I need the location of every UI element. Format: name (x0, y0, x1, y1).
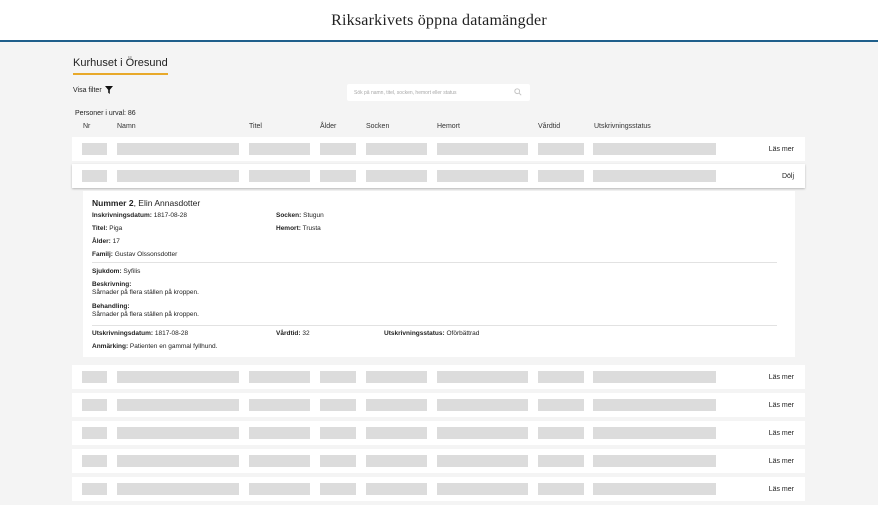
detail-divider (92, 262, 777, 263)
cell-placeholder (117, 143, 239, 155)
utskrivningsdatum-field (92, 330, 188, 337)
column-header-titel[interactable]: Titel (249, 123, 262, 130)
column-header-hemort[interactable]: Hemort (437, 123, 460, 130)
cell-placeholder (437, 143, 528, 155)
site-title: Riksarkivets öppna datamängder (331, 12, 547, 29)
field-label: Familj: (92, 251, 113, 258)
cell-placeholder (437, 170, 528, 182)
utskrivningsstatus-field (384, 330, 479, 337)
cell-placeholder (320, 455, 356, 467)
anmarkning-field (92, 343, 217, 350)
cell-placeholder (593, 399, 716, 411)
cell-placeholder (117, 455, 239, 467)
cell-placeholder (82, 143, 107, 155)
cell-placeholder (437, 455, 528, 467)
field-label: Anmärking: (92, 343, 129, 350)
cell-placeholder (249, 371, 310, 383)
cell-placeholder (249, 483, 310, 495)
behandling-value: Sårnader på flera ställen på kroppen. (92, 311, 199, 318)
familj-field (92, 251, 177, 258)
cell-placeholder (538, 483, 584, 495)
search-box[interactable] (347, 84, 530, 101)
cell-placeholder (593, 483, 716, 495)
cell-placeholder (538, 170, 584, 182)
table-row[interactable] (72, 393, 805, 417)
cell-placeholder (437, 399, 528, 411)
inskrivningsdatum-field (92, 212, 187, 219)
cell-placeholder (366, 455, 427, 467)
read-more-link[interactable]: Läs mer (768, 374, 794, 381)
result-count: Personer i urval: 86 (75, 110, 136, 117)
cell-placeholder (320, 371, 356, 383)
cell-placeholder (82, 483, 107, 495)
cell-placeholder (593, 170, 716, 182)
tab-kurhuset[interactable]: Kurhuset i Öresund (73, 57, 168, 75)
read-more-link[interactable]: Läs mer (768, 430, 794, 437)
cell-placeholder (249, 455, 310, 467)
field-value: Oförbättrad (444, 330, 480, 337)
read-more-link[interactable]: Läs mer (768, 402, 794, 409)
field-label: Inskrivningsdatum: (92, 212, 152, 219)
detail-number: Nummer 2 (92, 198, 134, 208)
cell-placeholder (366, 143, 427, 155)
cell-placeholder (249, 143, 310, 155)
titel-field (92, 225, 122, 232)
field-label: Behandling: (92, 303, 130, 310)
hemort-field (276, 225, 321, 232)
table-row[interactable] (72, 365, 805, 389)
cell-placeholder (249, 170, 310, 182)
table-row[interactable] (72, 137, 805, 161)
cell-placeholder (249, 399, 310, 411)
field-label: Utskrivningsdatum: (92, 330, 154, 337)
cell-placeholder (320, 170, 356, 182)
field-label: Beskrivning: (92, 281, 132, 288)
detail-name: , Elin Annasdotter (133, 198, 201, 208)
patient-detail-panel (83, 191, 795, 357)
sjukdom-field (92, 268, 140, 275)
cell-placeholder (366, 371, 427, 383)
cell-placeholder (82, 371, 107, 383)
field-value: Syfilis (121, 268, 141, 275)
cell-placeholder (437, 427, 528, 439)
field-label: Vårdtid: (276, 330, 301, 337)
read-more-link[interactable]: Läs mer (768, 458, 794, 465)
read-more-link[interactable]: Läs mer (768, 486, 794, 493)
field-value: 1817-08-28 (151, 212, 188, 219)
field-value: Trusta (300, 225, 321, 232)
table-row[interactable] (72, 449, 805, 473)
cell-placeholder (82, 455, 107, 467)
cell-placeholder (320, 143, 356, 155)
field-value: 1817-08-28 (153, 330, 189, 337)
cell-placeholder (117, 427, 239, 439)
alder-field (92, 238, 120, 245)
cell-placeholder (593, 427, 716, 439)
cell-placeholder (82, 170, 107, 182)
beskrivning-value: Sårnader på flera ställen på kroppen. (92, 289, 199, 296)
column-header-socken[interactable]: Socken (366, 123, 390, 130)
table-row[interactable] (72, 421, 805, 445)
cell-placeholder (366, 427, 427, 439)
cell-placeholder (593, 455, 716, 467)
cell-placeholder (366, 399, 427, 411)
cell-placeholder (593, 143, 716, 155)
cell-placeholder (117, 483, 239, 495)
cell-placeholder (82, 427, 107, 439)
cell-placeholder (117, 399, 239, 411)
detail-divider (92, 325, 777, 326)
column-header-vardtid[interactable]: Vårdtid (538, 123, 561, 130)
cell-placeholder (117, 371, 239, 383)
column-header-utskrivningsstatus[interactable]: Utskrivningsstatus (594, 123, 651, 130)
cell-placeholder (320, 483, 356, 495)
show-filter-button[interactable] (73, 86, 113, 94)
field-label: Ålder: (92, 238, 111, 245)
field-label: Hemort: (276, 225, 301, 232)
field-value: 32 (300, 330, 310, 337)
field-label: Utskrivningsstatus: (384, 330, 445, 337)
field-label: Sjukdom: (92, 268, 122, 275)
funnel-icon (105, 86, 113, 94)
table-row[interactable] (72, 477, 805, 501)
beskrivning-label (92, 281, 131, 288)
field-value: Stugun (301, 212, 324, 219)
detail-heading (92, 198, 200, 208)
field-value: Gustav Olssonsdotter (112, 251, 178, 258)
field-label: Titel: (92, 225, 108, 232)
cell-placeholder (366, 483, 427, 495)
show-filter-label: Visa filter (73, 86, 102, 94)
search-icon[interactable] (514, 88, 522, 96)
cell-placeholder (117, 170, 239, 182)
cell-placeholder (320, 399, 356, 411)
site-header (0, 0, 878, 42)
cell-placeholder (538, 371, 584, 383)
column-header-namn[interactable]: Namn (117, 123, 136, 130)
column-header-alder[interactable]: Ålder (320, 123, 337, 130)
cell-placeholder (538, 427, 584, 439)
read-more-link[interactable]: Läs mer (768, 146, 794, 153)
cell-placeholder (593, 371, 716, 383)
table-row[interactable] (72, 164, 805, 188)
field-value: Piga (107, 225, 123, 232)
field-value: Patienten en gammal fyllhund. (128, 343, 218, 350)
behandling-label (92, 303, 130, 310)
cell-placeholder (437, 483, 528, 495)
column-header-nr[interactable]: Nr (83, 123, 91, 130)
socken-field (276, 212, 324, 219)
search-input[interactable] (354, 87, 504, 98)
cell-placeholder (366, 170, 427, 182)
cell-placeholder (538, 399, 584, 411)
cell-placeholder (437, 371, 528, 383)
cell-placeholder (538, 455, 584, 467)
field-value: 17 (110, 238, 120, 245)
cell-placeholder (538, 143, 584, 155)
hide-details-link[interactable]: Dölj (781, 173, 794, 180)
field-label: Socken: (276, 212, 302, 219)
cell-placeholder (82, 399, 107, 411)
cell-placeholder (320, 427, 356, 439)
cell-placeholder (249, 427, 310, 439)
vardtid-field (276, 330, 310, 337)
